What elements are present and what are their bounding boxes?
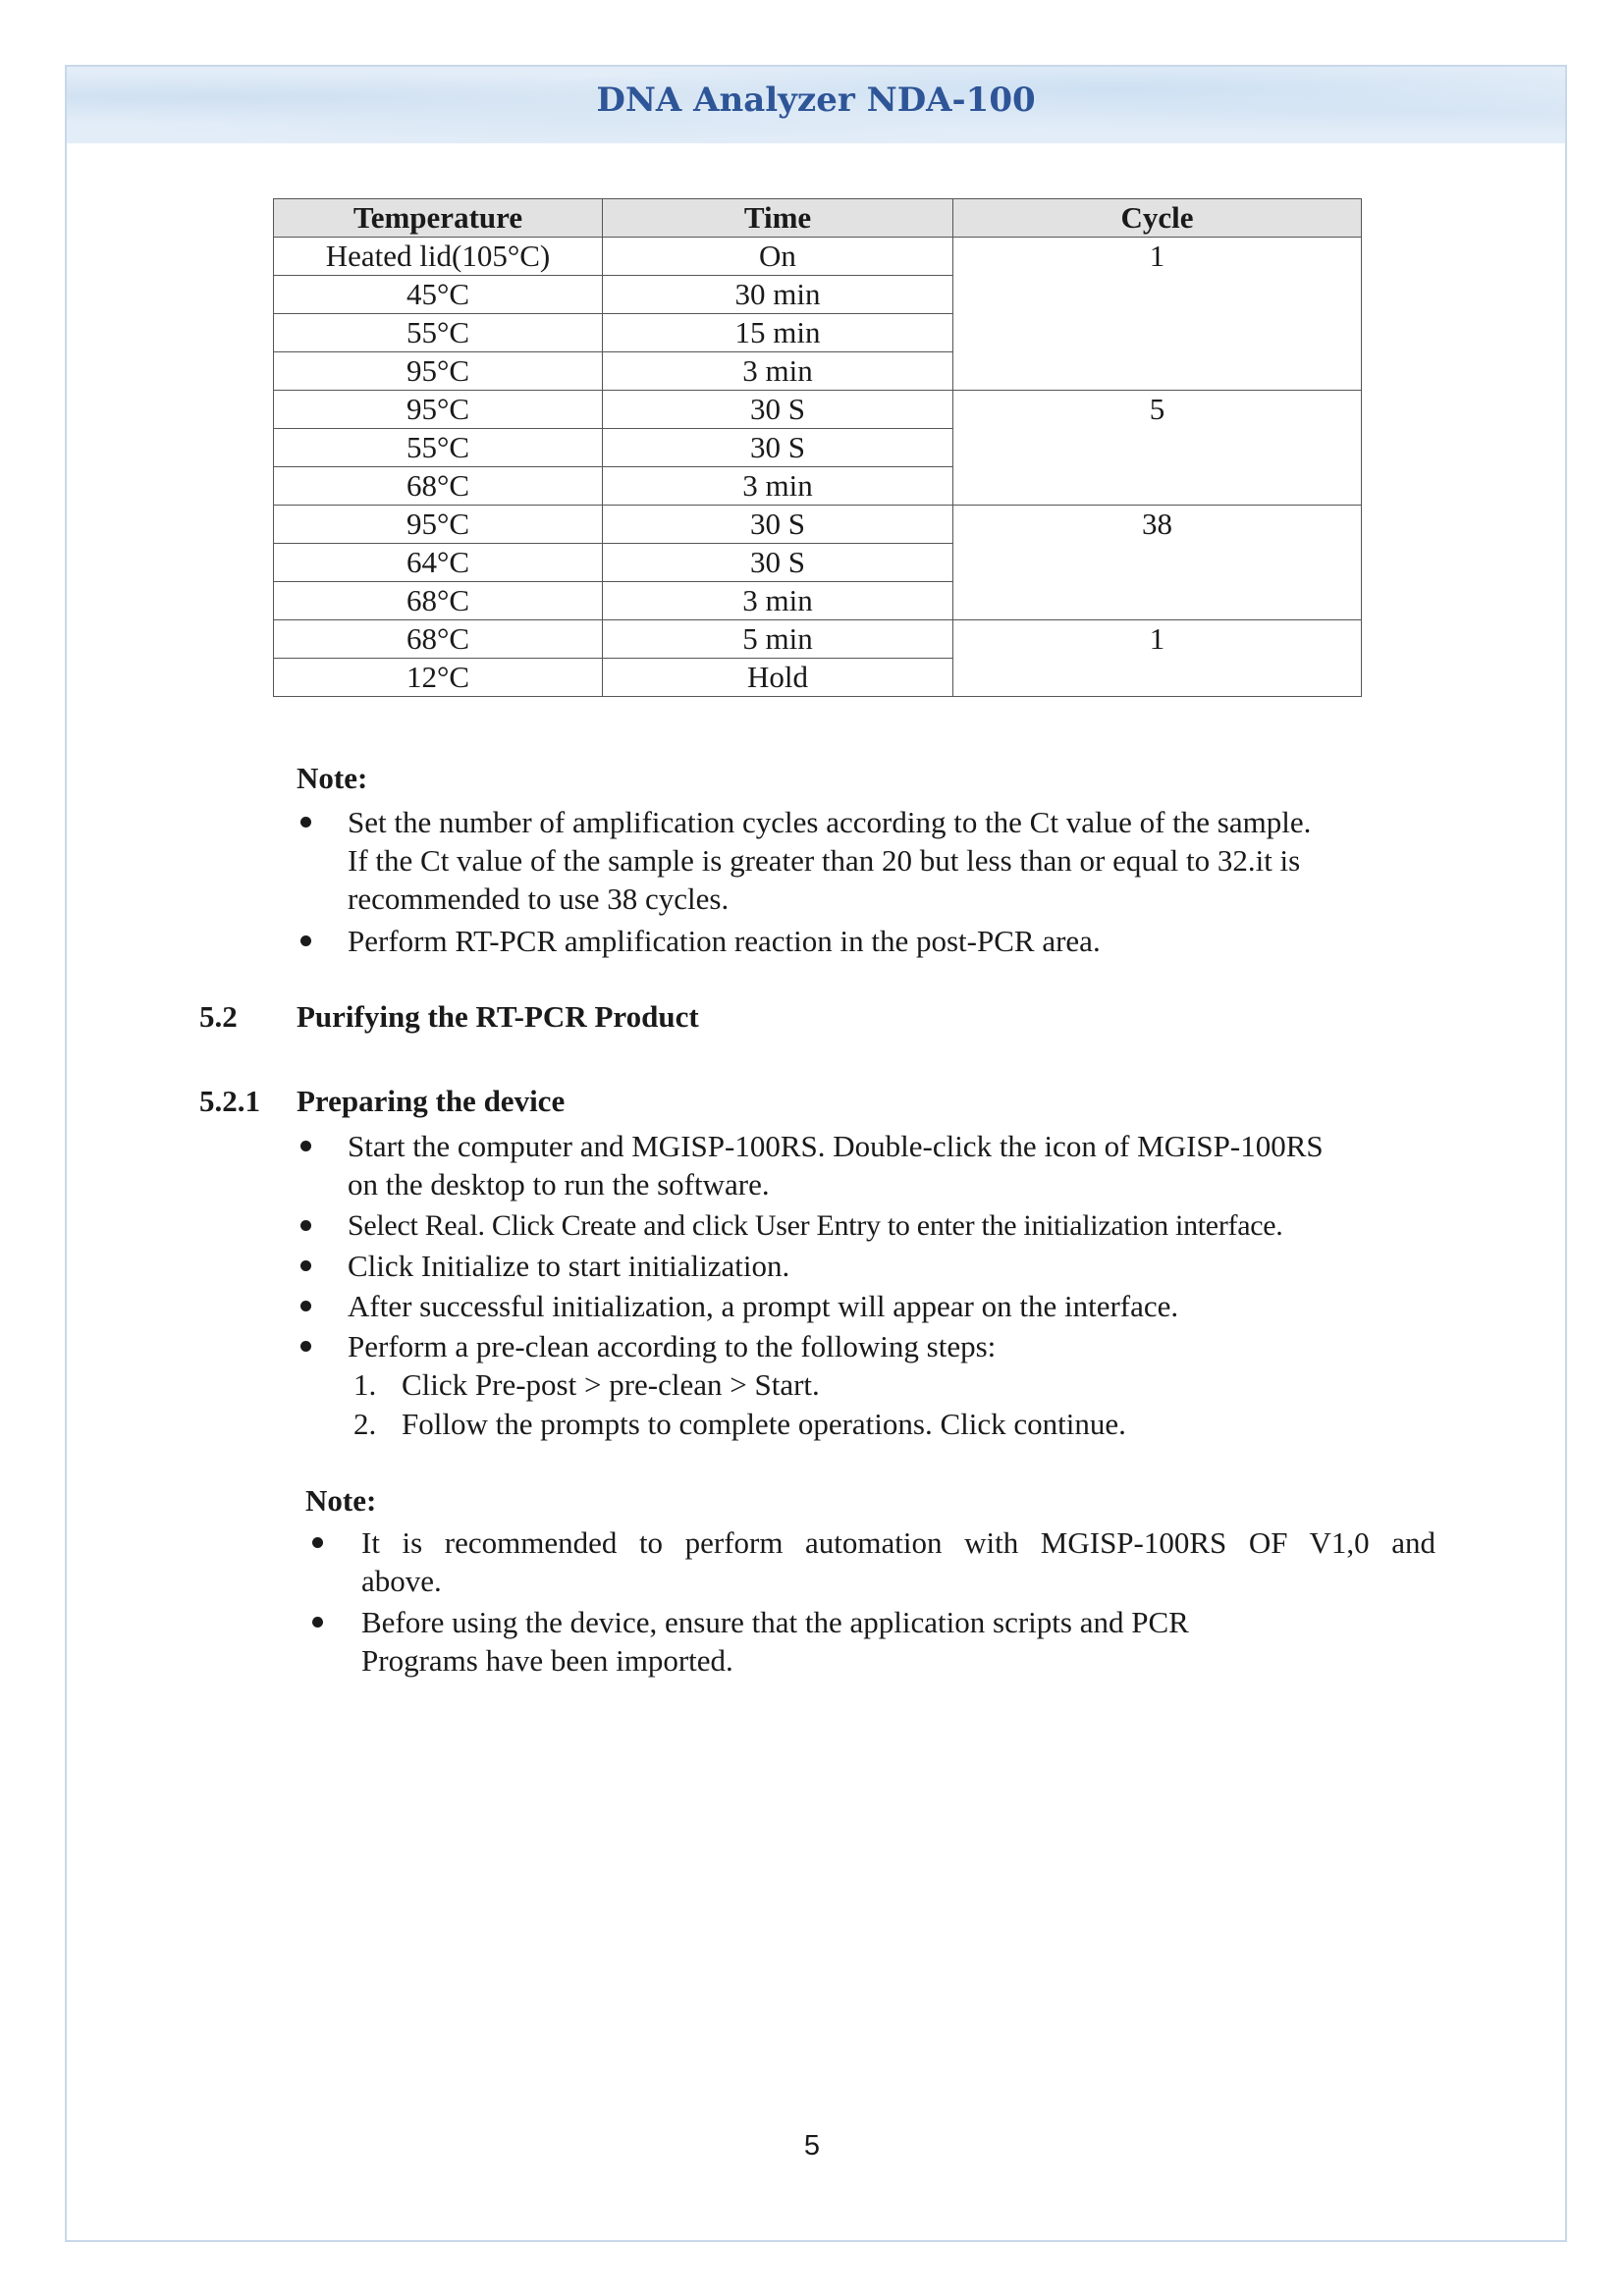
table-row xyxy=(274,506,1362,544)
cell-time: 30 S xyxy=(603,429,953,467)
cell-temperature: 68°C xyxy=(274,582,603,620)
section-heading: Purifying the RT-PCR Product xyxy=(297,999,699,1034)
cell-temperature: 95°C xyxy=(274,352,603,391)
cell-time: 30 min xyxy=(603,276,953,314)
cell-time: 15 min xyxy=(603,314,953,352)
step-number: 1. xyxy=(353,1367,377,1402)
table-row xyxy=(274,238,1362,276)
cell-time: 5 min xyxy=(603,620,953,659)
bullet-text-line: recommended to use 38 cycles. xyxy=(348,881,730,916)
cell-temperature: 95°C xyxy=(274,506,603,544)
table-header-row xyxy=(274,199,1362,238)
cell-cycle: 1 xyxy=(953,238,1362,391)
bullet-text-line: It is recommended to perform automation with MGISP-100RS OF V1,0 and xyxy=(361,1525,1435,1560)
cell-time: Hold xyxy=(603,659,953,697)
cell-time: 3 min xyxy=(603,352,953,391)
column-header-temperature: Temperature xyxy=(274,199,603,238)
bullet-icon xyxy=(300,1341,311,1352)
cell-temperature: 68°C xyxy=(274,467,603,506)
bullet-text-line: Programs have been imported. xyxy=(361,1643,733,1678)
cell-cycle: 5 xyxy=(953,391,1362,506)
cell-temperature: 55°C xyxy=(274,314,603,352)
section-number: 5.2 xyxy=(199,999,238,1034)
page-title: DNA Analyzer NDA-100 xyxy=(596,80,1036,120)
note-label: Note: xyxy=(305,1483,377,1518)
bullet-text-line: After successful initialization, a prompt will appear on the interface. xyxy=(348,1289,1179,1323)
bullet-icon xyxy=(300,1301,311,1311)
cell-temperature: 68°C xyxy=(274,620,603,659)
bullet-text-line: Perform RT-PCR amplification reaction in the post-PCR area. xyxy=(348,924,1101,958)
cell-temperature: 45°C xyxy=(274,276,603,314)
cell-temperature: 55°C xyxy=(274,429,603,467)
cell-temperature: 12°C xyxy=(274,659,603,697)
cell-time: 30 S xyxy=(603,391,953,429)
bullet-icon xyxy=(300,935,311,946)
bullet-text-line: above. xyxy=(361,1564,442,1598)
bullet-icon xyxy=(300,1141,311,1151)
cell-time: 3 min xyxy=(603,582,953,620)
step-text: Follow the prompts to complete operations. Click continue. xyxy=(402,1407,1126,1441)
bullet-icon xyxy=(300,817,311,828)
table-row xyxy=(274,620,1362,659)
column-header-cycle: Cycle xyxy=(953,199,1362,238)
cell-temperature: 64°C xyxy=(274,544,603,582)
bullet-icon xyxy=(300,1220,311,1231)
cell-time: 3 min xyxy=(603,467,953,506)
bullet-text-line: Perform a pre-clean according to the following steps: xyxy=(348,1329,997,1363)
bullet-text-line: on the desktop to run the software. xyxy=(348,1167,770,1201)
cell-temperature: Heated lid(105°C) xyxy=(274,238,603,276)
page-number: 5 xyxy=(803,2130,821,2162)
column-header-time: Time xyxy=(603,199,953,238)
bullet-text-line: Select Real. Click Create and click User Entry to enter the initialization interface. xyxy=(348,1209,1283,1242)
cell-time: 30 S xyxy=(603,544,953,582)
subsection-number: 5.2.1 xyxy=(199,1084,260,1118)
subsection-heading: Preparing the device xyxy=(297,1084,566,1118)
step-number: 2. xyxy=(353,1407,377,1441)
cell-time: 30 S xyxy=(603,506,953,544)
cell-cycle: 1 xyxy=(953,620,1362,697)
table-row xyxy=(274,391,1362,429)
bullet-text-line: Before using the device, ensure that the application scripts and PCR xyxy=(361,1605,1189,1639)
cell-cycle: 38 xyxy=(953,506,1362,620)
bullet-text-line: Set the number of amplification cycles according to the Ct value of the sample. xyxy=(348,805,1312,839)
bullet-text-line: If the Ct value of the sample is greater than 20 but less than or equal to 32.it is xyxy=(348,843,1301,878)
bullet-icon xyxy=(300,1260,311,1271)
note-label: Note: xyxy=(297,761,368,795)
step-text: Click Pre-post > pre-clean > Start. xyxy=(402,1367,820,1402)
bullet-text-line: Click Initialize to start initialization. xyxy=(348,1249,790,1283)
cell-time: On xyxy=(603,238,953,276)
cell-temperature: 95°C xyxy=(274,391,603,429)
bullet-icon xyxy=(312,1617,323,1628)
pcr-program-table xyxy=(273,198,1362,697)
bullet-text-line: Start the computer and MGISP-100RS. Double-click the icon of MGISP-100RS xyxy=(348,1129,1324,1163)
bullet-icon xyxy=(312,1537,323,1548)
